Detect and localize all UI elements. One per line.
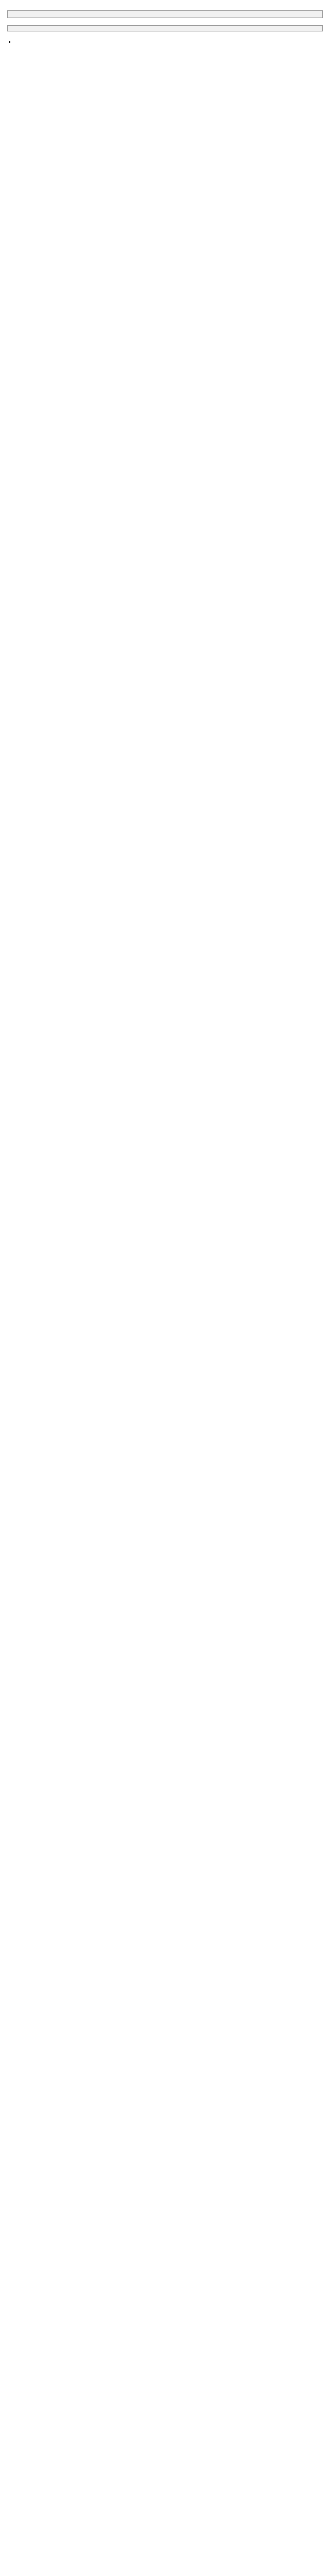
- sections-container: [7, 25, 323, 47]
- quote-box: [7, 25, 323, 31]
- bullet-list: [15, 39, 323, 47]
- section: [7, 39, 323, 47]
- section: [7, 25, 323, 31]
- list-item: [15, 39, 323, 47]
- intro-sidebox: [7, 10, 323, 18]
